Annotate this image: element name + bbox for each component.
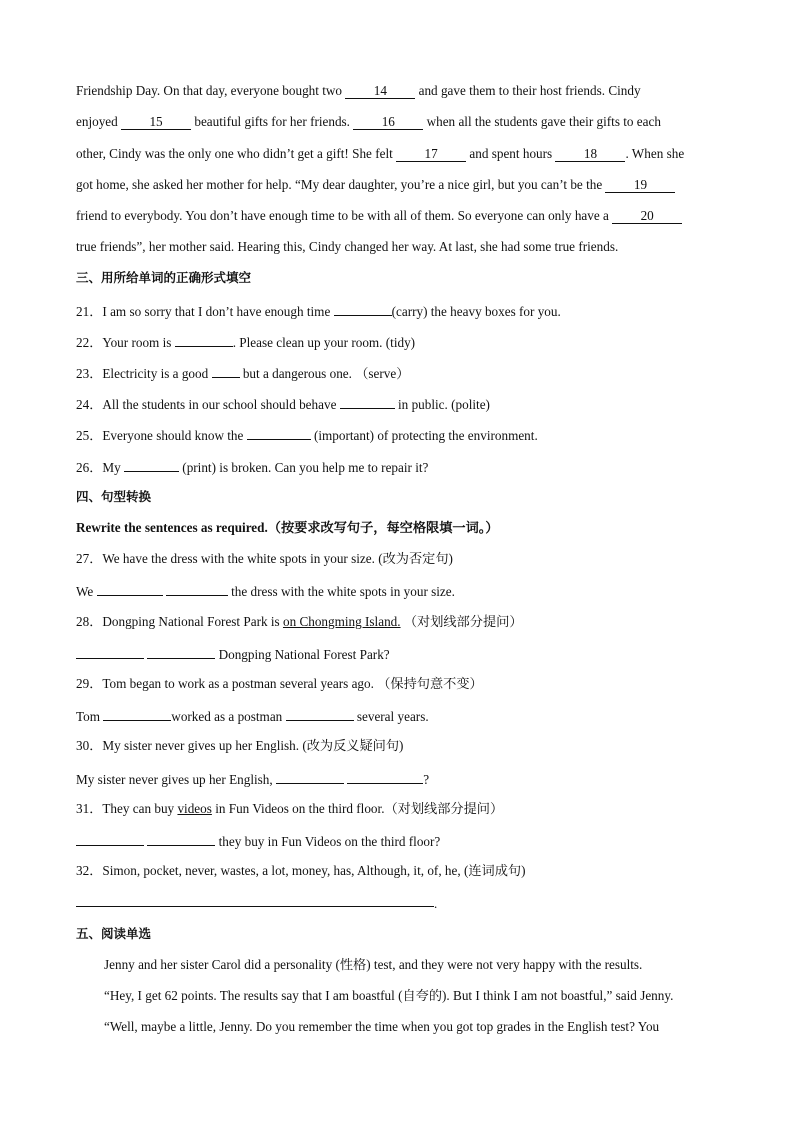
passage-line-2 [76, 112, 661, 132]
question-26 [76, 456, 428, 478]
question-text: (important) of protecting the environment. [310, 428, 538, 443]
answer-text: the dress with the white spots in your size. [227, 584, 455, 599]
question-text: in public. (polite) [394, 397, 490, 412]
question-text: (print) is broken. Can you help me to repair it? [179, 460, 429, 475]
question-text: 28．Dongping National Forest Park is [76, 614, 283, 629]
answer-text: ? [423, 772, 430, 787]
blank-19: 19 [605, 177, 675, 193]
answer-31 [76, 830, 440, 852]
answer-28 [76, 643, 390, 665]
question-32: 32．Simon, pocket, never, wastes, a lot, money, has, Although, it, of, he, (连词成句) [76, 863, 526, 878]
question-24 [76, 393, 490, 415]
passage-text: and gave them to their host friends. Cindy [415, 83, 641, 98]
question-28 [76, 612, 523, 632]
question-text: 31．They can buy [76, 801, 178, 816]
question-text: 22．Your room is [76, 335, 175, 350]
question-29: 29．Tom began to work as a postman several years ago. （保持句意不变） [76, 676, 483, 691]
passage-text: enjoyed [76, 114, 122, 129]
answer-text: worked as a postman [171, 709, 286, 724]
answer-blank[interactable] [175, 331, 233, 347]
passage-text: got home, she asked her mother for help. “My dear daughter, you’re a nice girl, but you can’t be the [76, 177, 606, 192]
answer-text: they buy in Fun Videos on the third floor? [215, 834, 441, 849]
question-31 [76, 799, 503, 819]
question-text: but a dangerous one. （serve） [239, 366, 410, 381]
passage-line-6: true friends”, her mother said. Hearing this, Cindy changed her way. At last, she had some true friends. [76, 239, 619, 254]
answer-blank[interactable] [247, 424, 311, 440]
answer-29 [76, 705, 429, 727]
blank-17: 17 [396, 146, 466, 162]
passage-text: other, Cindy was the only one who didn’t get a gift! She felt [76, 146, 397, 161]
passage-text: beautiful gifts for her friends. [191, 114, 354, 129]
question-30: 30．My sister never gives up her English. (改为反义疑问句) [76, 738, 404, 753]
passage-text: Friendship Day. On that day, everyone bought two [76, 83, 346, 98]
answer-blank[interactable] [286, 705, 354, 721]
passage-text: friend to everybody. You don’t have enough time to be with all of them. So everyone can only have a [76, 208, 613, 223]
answer-blank[interactable] [334, 300, 392, 316]
question-23 [76, 362, 409, 384]
answer-blank[interactable] [166, 580, 228, 596]
passage-text: and spent hours [466, 146, 556, 161]
answer-blank[interactable] [347, 768, 423, 784]
underlined-part: on Chongming Island. [282, 614, 401, 629]
question-21 [76, 300, 561, 322]
answer-blank[interactable] [76, 830, 144, 846]
question-text: 25．Everyone should know the [76, 428, 247, 443]
question-22 [76, 331, 415, 353]
reading-paragraph-2: “Hey, I get 62 points. The results say that I am boastful (自夸的). But I think I am not boastful,” said Jenny. [104, 988, 674, 1003]
question-27: 27．We have the dress with the white spots in your size. (改为否定句) [76, 551, 453, 566]
passage-line-4 [76, 175, 675, 195]
section-4-title: 四、句型转换 [76, 489, 152, 504]
answer-blank[interactable] [147, 830, 215, 846]
answer-text: several years. [353, 709, 429, 724]
passage-line-3 [76, 144, 684, 164]
answer-blank[interactable] [276, 768, 344, 784]
answer-27 [76, 580, 455, 602]
reading-paragraph-1: Jenny and her sister Carol did a personality (性格) test, and they were not very happy with the results. [104, 957, 643, 972]
passage-line-1 [76, 81, 641, 101]
answer-blank[interactable] [103, 705, 171, 721]
answer-blank[interactable] [124, 456, 179, 472]
answer-30 [76, 768, 429, 790]
passage-text: . When she [625, 146, 685, 161]
question-text: (carry) the heavy boxes for you. [391, 304, 561, 319]
answer-text: We [76, 584, 97, 599]
answer-text: My sister never gives up her English, [76, 772, 276, 787]
answer-period: . [434, 896, 438, 911]
question-text: 26．My [76, 460, 124, 475]
blank-14: 14 [345, 83, 415, 99]
question-text: . Please clean up your room. (tidy) [232, 335, 416, 350]
blank-15: 15 [121, 114, 191, 130]
blank-16: 16 [353, 114, 423, 130]
reading-paragraph-3: “Well, maybe a little, Jenny. Do you remember the time when you got top grades in the English test? You [104, 1019, 660, 1034]
answer-line-32[interactable] [76, 906, 434, 907]
question-text: 21．I am so sorry that I don’t have enough time [76, 304, 334, 319]
question-text: 23．Electricity is a good [76, 366, 212, 381]
answer-blank[interactable] [76, 643, 144, 659]
answer-blank[interactable] [147, 643, 215, 659]
answer-text: Tom [76, 709, 104, 724]
blank-18: 18 [555, 146, 625, 162]
passage-line-5 [76, 206, 682, 226]
answer-text: Dongping National Forest Park? [215, 647, 390, 662]
answer-blank[interactable] [340, 393, 395, 409]
answer-blank[interactable] [212, 362, 240, 378]
section-4-instruction: Rewrite the sentences as required.（按要求改写句子，每空格限填一词。） [76, 520, 499, 535]
question-text: in Fun Videos on the third floor.（对划线部分提问） [211, 801, 504, 816]
section-3-title: 三、用所给单词的正确形式填空 [76, 270, 252, 285]
answer-blank[interactable] [97, 580, 163, 596]
passage-text: when all the students gave their gifts to each [423, 114, 661, 129]
question-text: 24．All the students in our school should behave [76, 397, 340, 412]
question-text: （对划线部分提问） [400, 614, 523, 629]
underlined-part: videos [177, 801, 212, 816]
blank-20: 20 [612, 208, 682, 224]
section-5-title: 五、阅读单选 [76, 926, 152, 941]
question-25 [76, 424, 538, 446]
